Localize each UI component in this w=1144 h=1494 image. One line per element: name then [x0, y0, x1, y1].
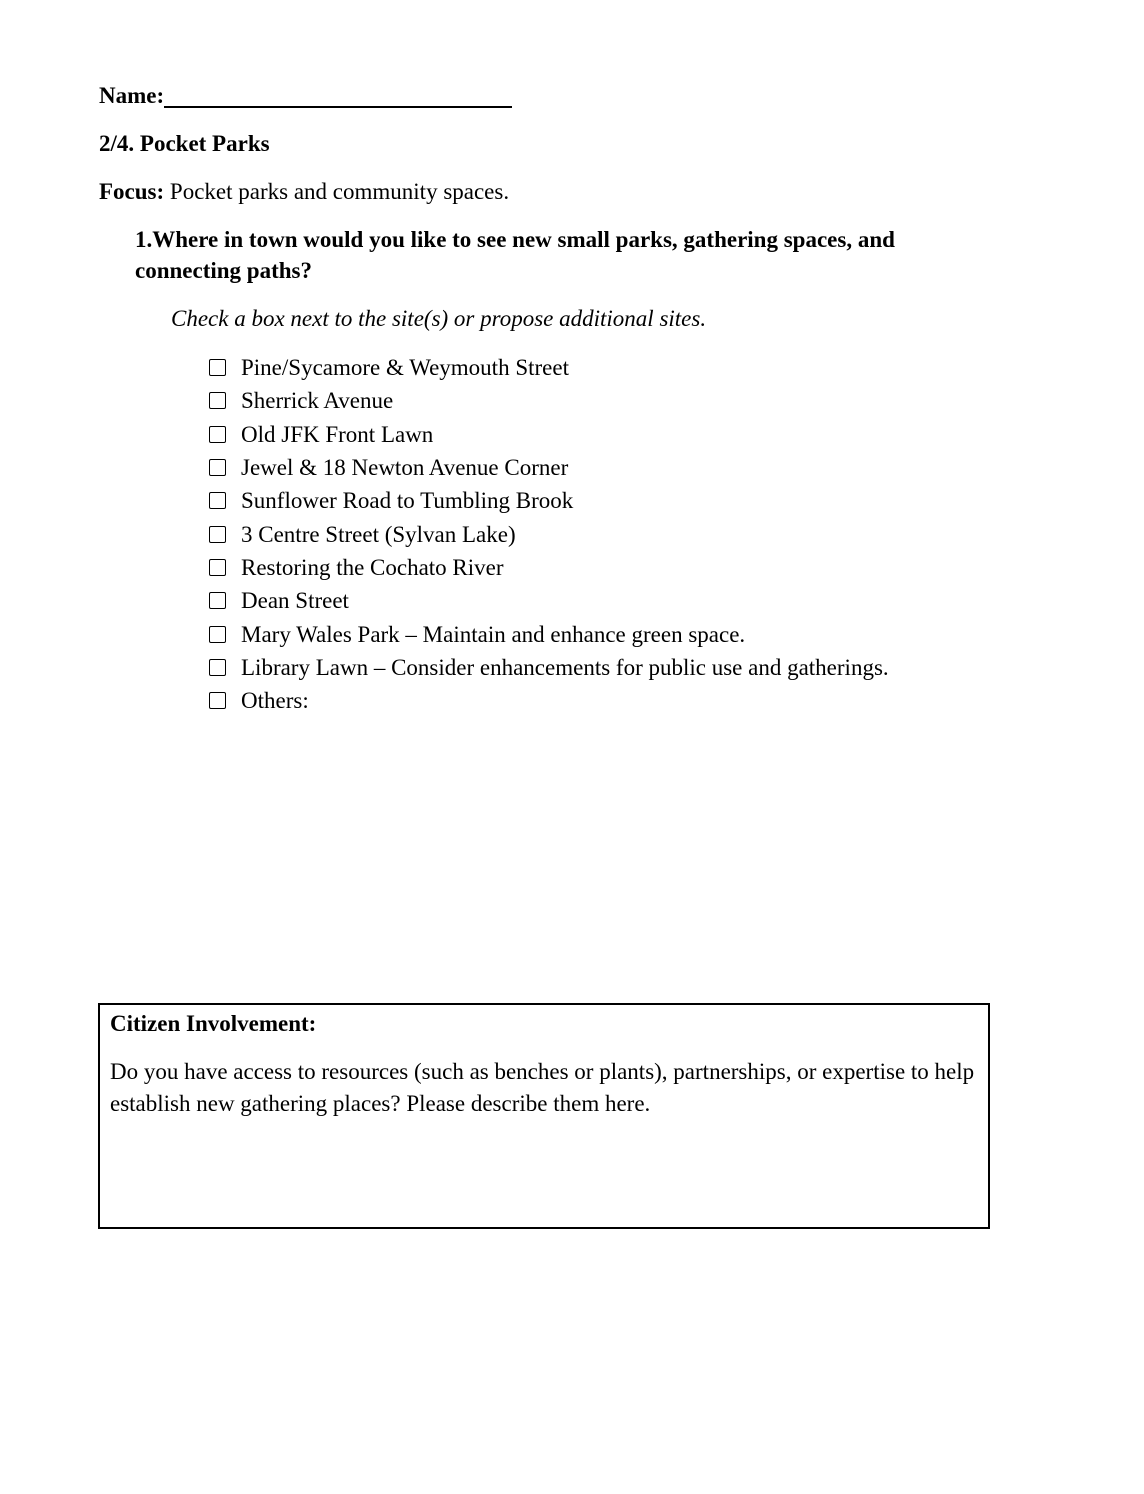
site-option-others[interactable]: [209, 684, 889, 717]
question-instruction: Check a box next to the site(s) or propose additional sites.: [171, 306, 707, 331]
site-label: Mary Wales Park – Maintain and enhance green space.: [241, 621, 746, 647]
site-label: Sherrick Avenue: [241, 388, 394, 414]
site-label: Old JFK Front Lawn: [241, 421, 434, 447]
name-blank-line[interactable]: [164, 82, 512, 108]
site-option[interactable]: [209, 551, 889, 584]
checkbox-icon[interactable]: [209, 659, 226, 676]
site-label: 3 Centre Street (Sylvan Lake): [241, 521, 516, 547]
name-field: [99, 80, 512, 111]
checkbox-icon[interactable]: [209, 392, 226, 409]
site-label: Others:: [241, 688, 309, 714]
checkbox-icon[interactable]: [209, 526, 226, 543]
site-checklist: [209, 351, 889, 717]
checkbox-icon[interactable]: [209, 492, 226, 509]
checkbox-icon[interactable]: [209, 426, 226, 443]
checkbox-icon[interactable]: [209, 592, 226, 609]
site-label: Restoring the Cochato River: [241, 554, 504, 580]
site-label: Sunflower Road to Tumbling Brook: [241, 488, 574, 514]
question-heading: 1.Where in town would you like to see new small parks, gathering spaces, and connecting paths?: [135, 227, 895, 283]
site-option[interactable]: [209, 451, 889, 484]
checkbox-icon[interactable]: [209, 692, 226, 709]
citizen-involvement-box[interactable]: [98, 1003, 990, 1229]
focus-text: Pocket parks and community spaces.: [164, 179, 510, 204]
focus-line: [99, 176, 509, 207]
checkbox-icon[interactable]: [209, 626, 226, 643]
site-option[interactable]: [209, 617, 889, 650]
site-option[interactable]: [209, 651, 889, 684]
citizen-involvement-prompt: Do you have access to resources (such as benches or plants), partnerships, or expertise to help establish new gathering places? Please describe them here.: [110, 1059, 975, 1116]
site-label: Jewel & 18 Newton Avenue Corner: [241, 455, 569, 481]
checkbox-icon[interactable]: [209, 359, 226, 376]
site-option[interactable]: [209, 351, 889, 384]
site-label: Dean Street: [241, 588, 349, 614]
site-label: Library Lawn – Consider enhancements for public use and gatherings.: [241, 654, 889, 680]
site-option[interactable]: [209, 584, 889, 617]
checkbox-icon[interactable]: [209, 459, 226, 476]
site-option[interactable]: [209, 517, 889, 550]
citizen-involvement-title: Citizen Involvement:: [110, 1011, 317, 1036]
site-option[interactable]: [209, 384, 889, 417]
site-option[interactable]: [209, 484, 889, 517]
section-title: 2/4. Pocket Parks: [99, 131, 270, 156]
site-option[interactable]: [209, 418, 889, 451]
site-label: Pine/Sycamore & Weymouth Street: [241, 355, 569, 381]
name-label: Name:: [99, 83, 165, 108]
checkbox-icon[interactable]: [209, 559, 226, 576]
focus-label: Focus:: [99, 179, 165, 204]
